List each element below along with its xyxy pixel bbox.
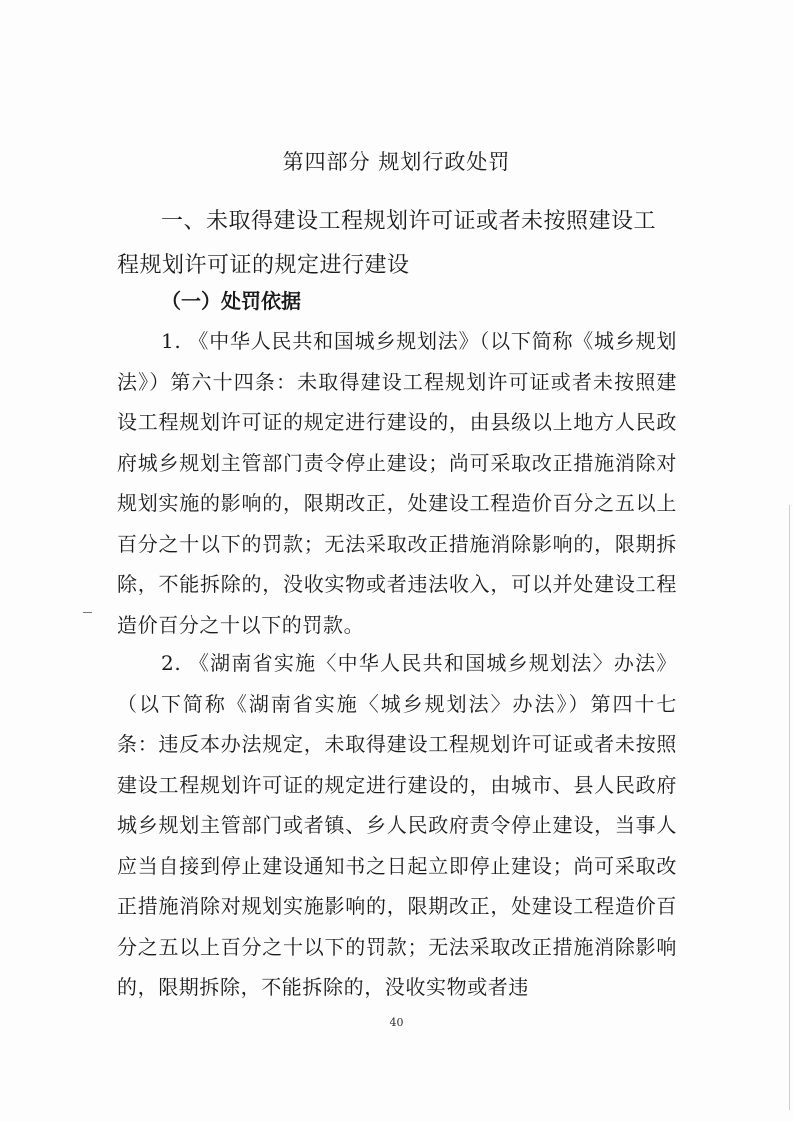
sub-heading: （一）处罚依据 xyxy=(161,289,301,313)
section-heading: 一、未取得建设工程规划许可证或者未按照建设工程规划许可证的规定进行建设 xyxy=(117,209,657,278)
paragraph-2: 2. 《湖南省实施〈中华人民共和国城乡规划法〉办法》（以下简称《湖南省实施〈城乡规划法〉办法》）第四十七条：违反本办法规定，未取得建设工程规划许可证或者未按照建设工程规划许可证的规定进行建设的，由城市、县人民政府城乡规划主管部门或者镇、乡人民政府责令停止建设，当事人应当自接到停止建设通知书之日起立即停止建设；尚可采取改正措施消除对规划实施影响的，限期改正，处建设工程造价百分之五以上百分之十以下的罚款；无法采取改正措施消除影响的，限期拆除，不能拆除的，没收实物或者违 xyxy=(117,651,677,999)
part-title: 第四部分 规划行政处罚 xyxy=(282,150,511,174)
margin-mark xyxy=(83,612,92,613)
page-number: 40 xyxy=(389,1016,404,1029)
paragraph-1: 1. 《中华人民共和国城乡规划法》（以下简称《城乡规划法》）第六十四条：未取得建设工程规划许可证或者未按照建设工程规划许可证的规定进行建设的，由县级以上地方人民政府城乡规划主管部门责令停止建设；尚可采取改正措施消除对规划实施的影响的，限期改正，处建设工程造价百分之五以上百分之十以下的罚款；无法采取改正措施消除影响的，限期拆除，不能拆除的，没收实物或者违法收入，可以并处建设工程造价百分之十以下的罚款。 xyxy=(117,329,677,637)
